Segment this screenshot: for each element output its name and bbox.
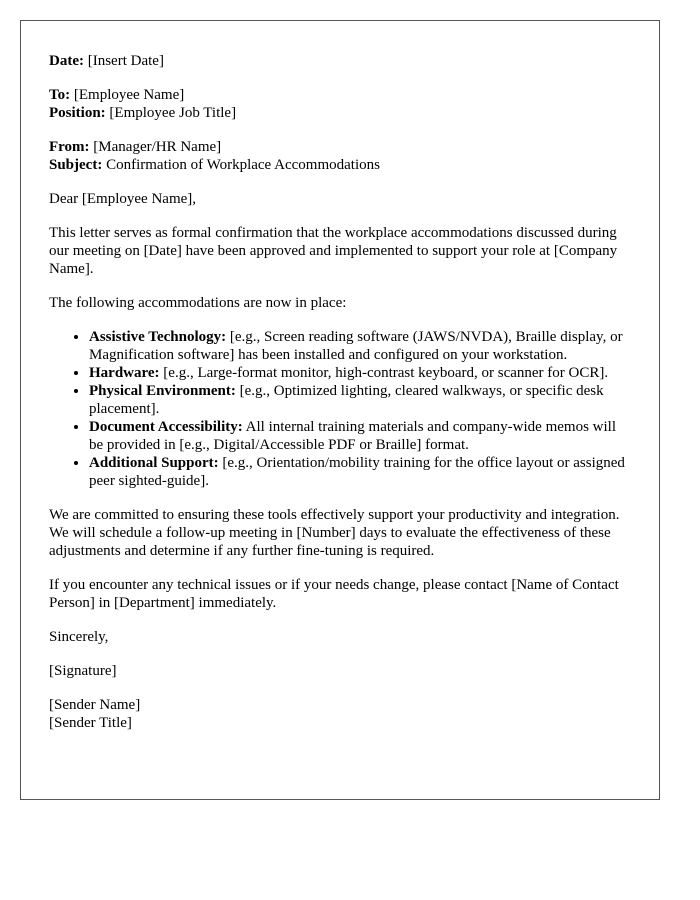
accommodation-text: [e.g., Screen reading software (JAWS/NVDA), Braille display, or Magnification software] has been installed and configured on your workstation. bbox=[89, 329, 623, 363]
recipient-block bbox=[49, 86, 631, 122]
accommodation-label: Document Accessibility: bbox=[89, 419, 243, 435]
list-item bbox=[89, 382, 631, 418]
position-line bbox=[49, 104, 631, 122]
letter bbox=[20, 20, 660, 800]
from-line bbox=[49, 138, 631, 156]
position-label: Position: bbox=[49, 105, 106, 121]
accommodations-list bbox=[49, 328, 631, 490]
sender-signoff bbox=[49, 696, 631, 732]
to-label: To: bbox=[49, 87, 71, 103]
date-label: Date: bbox=[49, 53, 84, 69]
list-intro: The following accommodations are now in place: bbox=[49, 295, 347, 311]
commitment-paragraph: We are committed to ensuring these tools effectively support your productivity and integration. We will schedule a follow-up meeting in [Number] days to evaluate the effectiveness of these adjustments and determine if any further fine-tuning is required. bbox=[49, 507, 620, 559]
position-value: [Employee Job Title] bbox=[109, 105, 237, 121]
accommodation-text: All internal training materials and company-wide memos will be provided in [e.g., Digital/Accessible PDF or Braille] format. bbox=[89, 419, 616, 453]
accommodation-label: Hardware: bbox=[89, 365, 160, 381]
from-value: [Manager/HR Name] bbox=[93, 139, 222, 155]
sender-block bbox=[49, 138, 631, 174]
date-line bbox=[49, 52, 631, 70]
list-item bbox=[89, 418, 631, 454]
accommodation-text: [e.g., Optimized lighting, cleared walkways, or specific desk placement]. bbox=[89, 383, 604, 417]
intro-paragraph: This letter serves as formal confirmation that the workplace accommodations discussed during our meeting on [Date] have been approved and implemented to support your role at [Company Name]. bbox=[49, 225, 618, 277]
list-item bbox=[89, 364, 631, 382]
subject-label: Subject: bbox=[49, 157, 103, 173]
signature: [Signature] bbox=[49, 663, 117, 679]
salutation: Dear [Employee Name], bbox=[49, 191, 197, 207]
date-value: [Insert Date] bbox=[87, 53, 164, 69]
to-line bbox=[49, 86, 631, 104]
subject-value: Confirmation of Workplace Accommodations bbox=[106, 157, 380, 173]
accommodation-label: Physical Environment: bbox=[89, 383, 236, 399]
accommodation-text: [e.g., Orientation/mobility training for the office layout or assigned peer sighted-guide]. bbox=[89, 455, 625, 489]
from-label: From: bbox=[49, 139, 90, 155]
closing: Sincerely, bbox=[49, 629, 109, 645]
list-item bbox=[89, 454, 631, 490]
accommodation-label: Additional Support: bbox=[89, 455, 219, 471]
to-value: [Employee Name] bbox=[73, 87, 185, 103]
list-item bbox=[89, 328, 631, 364]
subject-line bbox=[49, 156, 631, 174]
contact-paragraph: If you encounter any technical issues or if your needs change, please contact [Name of Contact Person] in [Department] immediately. bbox=[49, 577, 619, 611]
accommodation-label: Assistive Technology: bbox=[89, 329, 227, 345]
accommodation-text: [e.g., Large-format monitor, high-contrast keyboard, or scanner for OCR]. bbox=[163, 365, 609, 381]
sender-title: [Sender Title] bbox=[49, 715, 132, 731]
sender-name: [Sender Name] bbox=[49, 697, 141, 713]
